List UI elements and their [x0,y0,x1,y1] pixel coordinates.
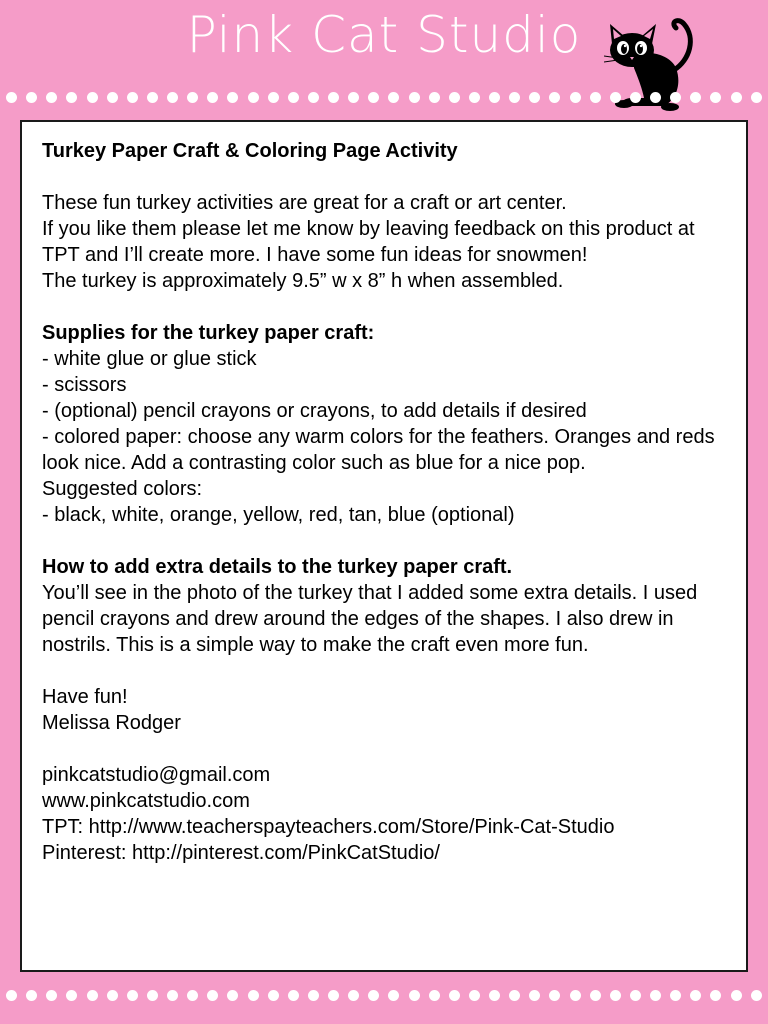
border-dot [66,92,77,103]
supply-item: - white glue or glue stick [42,348,257,370]
border-dot [690,990,701,1001]
bottom-dot-border [0,990,768,1002]
contact-tpt[interactable]: TPT: http://www.teacherspayteachers.com/Store/Pink-Cat-Studio [42,816,615,838]
border-dot [710,990,721,1001]
border-dot [751,92,762,103]
intro-line: The turkey is approximately 9.5” w x 8” h when assembled. [42,270,564,292]
top-dot-border [0,92,768,104]
border-dot [207,92,218,103]
border-dot [87,990,98,1001]
border-dot [187,92,198,103]
border-dot [549,92,560,103]
supply-item: - black, white, orange, yellow, red, tan, blue (optional) [42,504,515,526]
contact-email[interactable]: pinkcatstudio@gmail.com [42,764,271,786]
border-dot [147,92,158,103]
border-dot [388,990,399,1001]
border-dot [489,92,500,103]
border-dot [690,92,701,103]
border-dot [46,92,57,103]
border-dot [409,92,420,103]
border-dot [6,92,17,103]
border-dot [248,990,259,1001]
border-dot [167,990,178,1001]
contact-website[interactable]: www.pinkcatstudio.com [42,790,250,812]
border-dot [288,990,299,1001]
border-dot [610,990,621,1001]
border-dot [670,92,681,103]
border-dot [268,92,279,103]
border-dot [26,92,37,103]
border-dot [308,990,319,1001]
border-dot [570,990,581,1001]
border-dot [227,990,238,1001]
border-dot [549,990,560,1001]
border-dot [449,92,460,103]
border-dot [590,92,601,103]
border-dot [368,990,379,1001]
details-heading: How to add extra details to the turkey paper craft. [42,556,513,578]
border-dot [6,990,17,1001]
border-dot [127,990,138,1001]
border-dot [469,990,480,1001]
border-dot [630,92,641,103]
border-dot [328,92,339,103]
border-dot [167,92,178,103]
border-dot [348,990,359,1001]
supply-item: Suggested colors: [42,478,203,500]
border-dot [268,990,279,1001]
border-dot [107,990,118,1001]
border-dot [529,92,540,103]
supplies-heading: Supplies for the turkey paper craft: [42,322,375,344]
supply-item: - (optional) pencil crayons or crayons, to add details if desired [42,400,587,422]
border-dot [429,990,440,1001]
border-dot [288,92,299,103]
header-title: Pink Cat Studio [186,6,582,64]
document-title: Turkey Paper Craft & Coloring Page Activity [42,140,458,162]
border-dot [529,990,540,1001]
border-dot [650,990,661,1001]
border-dot [368,92,379,103]
border-dot [26,990,37,1001]
border-dot [509,990,520,1001]
details-text: You’ll see in the photo of the turkey that I added some extra details. I used pencil crayons and drew around the edges of the shapes. I also drew in nostrils. This is a simple way to make the craft even more fun. [42,582,698,656]
border-dot [630,990,641,1001]
intro-line: If you like them please let me know by leaving feedback on this product at TPT and I’ll create more. I have some fun ideas for snowmen! [42,218,695,266]
border-dot [509,92,520,103]
border-dot [187,990,198,1001]
border-dot [489,990,500,1001]
border-dot [650,92,661,103]
border-dot [429,92,440,103]
border-dot [610,92,621,103]
intro-line: These fun turkey activities are great for a craft or art center. [42,192,567,214]
border-dot [46,990,57,1001]
author-name: Melissa Rodger [42,712,181,734]
border-dot [227,92,238,103]
border-dot [710,92,721,103]
border-dot [147,990,158,1001]
border-dot [127,92,138,103]
border-dot [87,92,98,103]
border-dot [328,990,339,1001]
border-dot [751,990,762,1001]
border-dot [409,990,420,1001]
border-dot [107,92,118,103]
border-dot [348,92,359,103]
border-dot [66,990,77,1001]
border-dot [248,92,259,103]
supply-item: - scissors [42,374,127,396]
content-card [20,120,748,972]
contact-pinterest[interactable]: Pinterest: http://pinterest.com/PinkCatStudio/ [42,842,440,864]
supply-item: - colored paper: choose any warm colors for the feathers. Oranges and reds look nice. Add a contrasting color such as blue for a nice pop. [42,426,715,474]
border-dot [731,92,742,103]
border-dot [449,990,460,1001]
border-dot [207,990,218,1001]
border-dot [388,92,399,103]
border-dot [469,92,480,103]
border-dot [731,990,742,1001]
border-dot [570,92,581,103]
border-dot [670,990,681,1001]
border-dot [308,92,319,103]
border-dot [590,990,601,1001]
document-body [42,138,732,866]
signoff-line: Have fun! [42,686,128,708]
